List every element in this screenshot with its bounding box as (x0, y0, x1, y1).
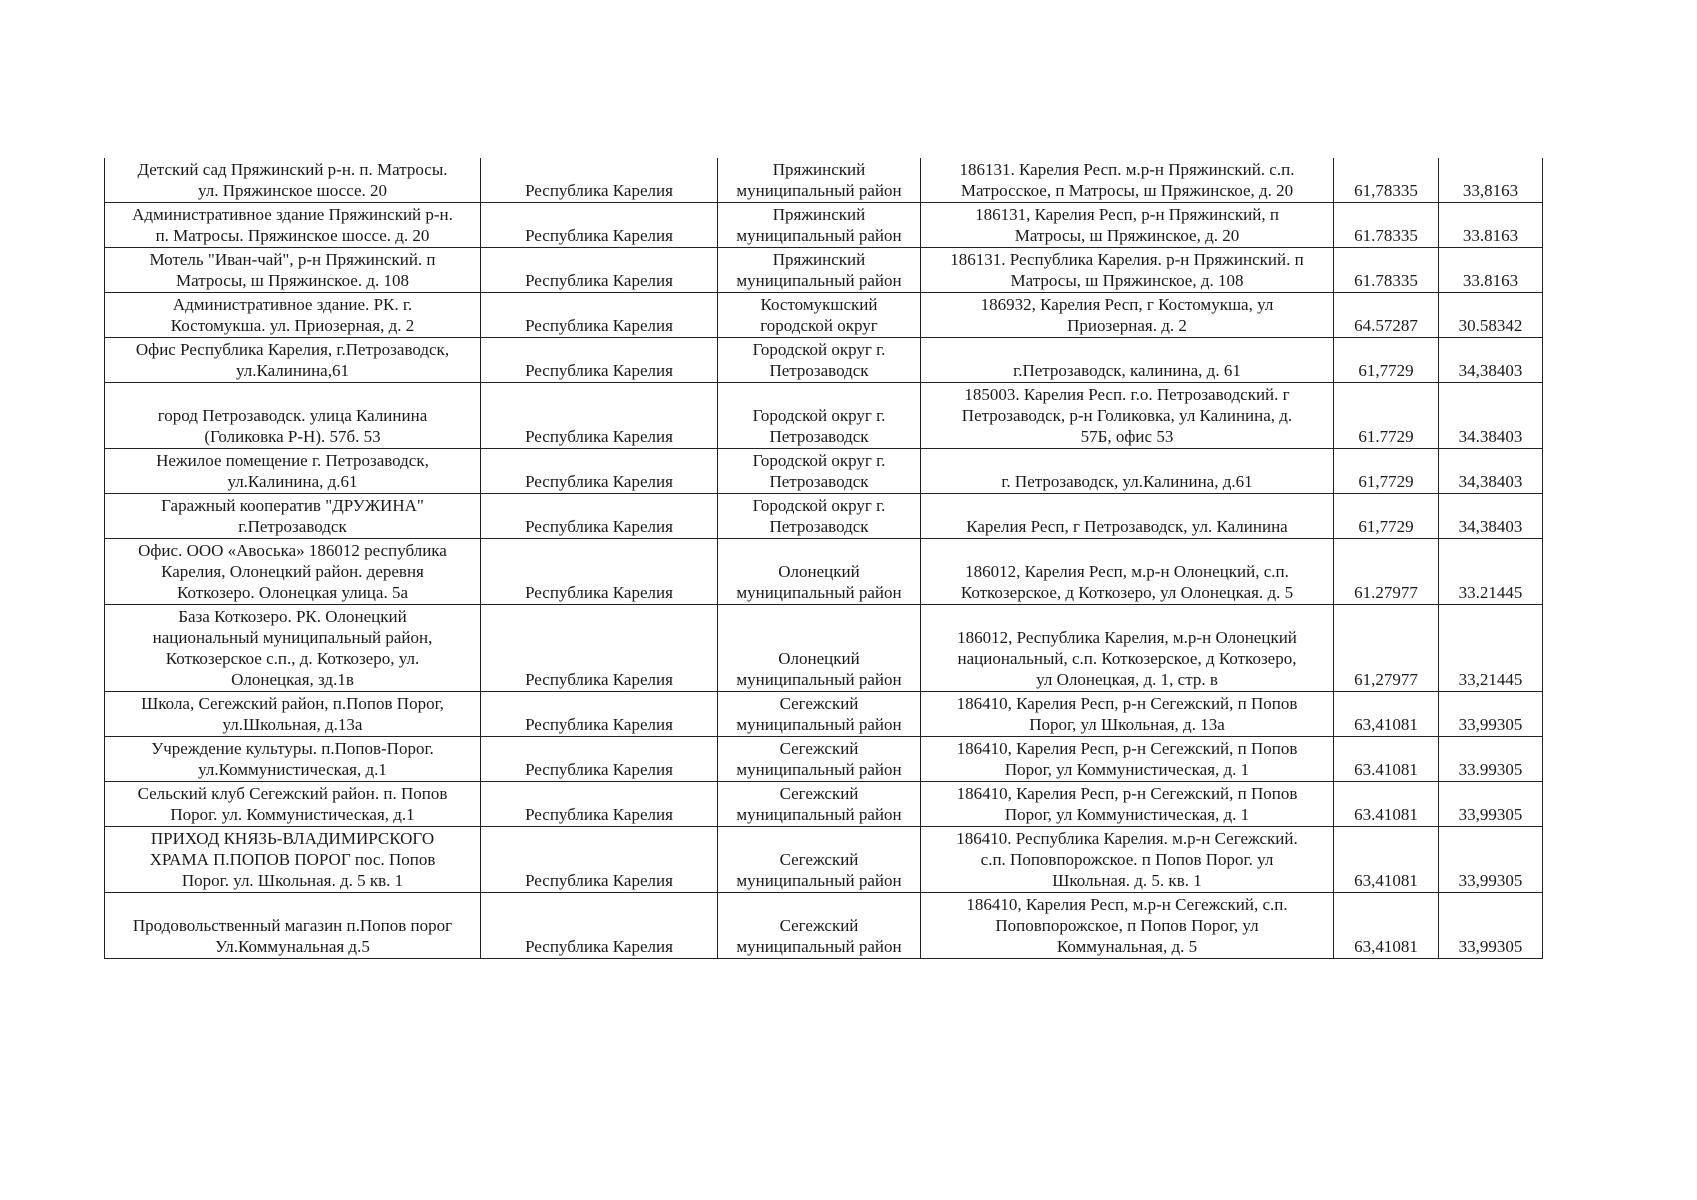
region-text: Республика Карелия (525, 361, 673, 380)
table-row (105, 782, 1543, 827)
municipality-text: Сегежский (779, 916, 859, 935)
latitude-text: 63,41081 (1354, 715, 1418, 734)
object-name-text: Коткозеро. Олонецкая улица. 5а (177, 583, 408, 602)
longitude-cell (1439, 782, 1543, 827)
address-cell (921, 737, 1334, 782)
address-text: г. Петрозаводск, ул.Калинина, д.61 (1001, 472, 1253, 491)
object-name-text: Мотель "Иван-чай", р-н Пряжинский. п (149, 250, 436, 269)
objects-table (104, 158, 1543, 959)
region-cell (481, 203, 718, 248)
municipality-cell (718, 494, 921, 539)
object-name-text: Офис. ООО «Авоська» 186012 республика (138, 541, 447, 560)
latitude-text: 63.41081 (1354, 805, 1418, 824)
longitude-cell (1439, 248, 1543, 293)
object-name-text: Олонецкая, зд.1в (231, 670, 354, 689)
longitude-cell (1439, 158, 1543, 203)
address-cell (921, 338, 1334, 383)
municipality-text: Петрозаводск (769, 472, 869, 491)
address-text: 186410. Республика Карелия. м.р-н Сегежский. (956, 829, 1298, 848)
table-row (105, 383, 1543, 449)
municipality-text: Городской округ г. (752, 406, 886, 425)
municipality-text: Пряжинский (772, 205, 866, 224)
table-row (105, 158, 1543, 203)
latitude-cell (1334, 893, 1439, 959)
address-cell (921, 893, 1334, 959)
municipality-cell (718, 782, 921, 827)
object-name-cell (105, 494, 481, 539)
municipality-text: Пряжинский (772, 250, 866, 269)
municipality-text: муниципальный район (736, 760, 902, 779)
municipality-text: муниципальный район (736, 871, 902, 890)
longitude-cell (1439, 383, 1543, 449)
address-text: 186410, Карелия Респ, м.р-н Сегежский, с.п. (966, 895, 1288, 914)
object-name-cell (105, 338, 481, 383)
municipality-cell (718, 539, 921, 605)
object-name-text: ул.Калинина, д.61 (227, 472, 358, 491)
municipality-cell (718, 737, 921, 782)
longitude-cell (1439, 893, 1543, 959)
object-name-text: Нежилое помещение г. Петрозаводск, (156, 451, 429, 470)
longitude-text: 33,99305 (1458, 937, 1523, 956)
address-text: 186131. Республика Карелия. р-н Пряжинский. п (950, 250, 1304, 269)
longitude-cell (1439, 203, 1543, 248)
object-name-cell (105, 248, 481, 293)
address-cell (921, 827, 1334, 893)
municipality-text: Сегежский (779, 694, 859, 713)
address-cell (921, 539, 1334, 605)
latitude-cell (1334, 494, 1439, 539)
region-cell (481, 737, 718, 782)
municipality-text: Петрозаводск (769, 517, 869, 536)
latitude-cell (1334, 692, 1439, 737)
table-row (105, 827, 1543, 893)
address-text: с.п. Поповпорожское. п Попов Порог. ул (980, 850, 1274, 869)
object-name-cell (105, 893, 481, 959)
object-name-text: г.Петрозаводск (238, 517, 347, 536)
region-text: Республика Карелия (525, 517, 673, 536)
object-name-text: Сельский клуб Сегежский район. п. Попов (137, 784, 448, 803)
region-text: Республика Карелия (525, 670, 673, 689)
region-cell (481, 293, 718, 338)
municipality-cell (718, 338, 921, 383)
object-name-text: город Петрозаводск. улица Калинина (157, 406, 428, 425)
municipality-text: Костомукшский (760, 295, 878, 314)
region-text: Республика Карелия (525, 472, 673, 491)
region-cell (481, 539, 718, 605)
region-cell (481, 782, 718, 827)
longitude-text: 33.8163 (1462, 271, 1519, 290)
region-cell (481, 827, 718, 893)
address-text: 186012, Республика Карелия, м.р-н Олонецкий (957, 628, 1297, 647)
longitude-cell (1439, 293, 1543, 338)
municipality-text: городской округ (760, 316, 878, 335)
region-text: Республика Карелия (525, 805, 673, 824)
address-text: 186131. Карелия Респ. м.р-н Пряжинский. с.п. (959, 160, 1295, 179)
municipality-text: Олонецкий (778, 649, 860, 668)
region-text: Республика Карелия (525, 271, 673, 290)
longitude-cell (1439, 338, 1543, 383)
longitude-text: 33,99305 (1458, 871, 1523, 890)
municipality-text: Сегежский (779, 784, 859, 803)
region-cell (481, 605, 718, 692)
address-text: г.Петрозаводск, калинина, д. 61 (1013, 361, 1241, 380)
address-text: 186932, Карелия Респ, г Костомукша, ул (980, 295, 1274, 314)
address-text: 186410, Карелия Респ, р-н Сегежский, п Попов (956, 694, 1298, 713)
longitude-cell (1439, 692, 1543, 737)
object-name-cell (105, 737, 481, 782)
object-name-text: Коткозерское с.п., д. Коткозеро, ул. (165, 649, 420, 668)
municipality-text: Городской округ г. (752, 340, 886, 359)
object-name-cell (105, 827, 481, 893)
latitude-cell (1334, 293, 1439, 338)
municipality-text: муниципальный район (736, 670, 902, 689)
region-cell (481, 692, 718, 737)
municipality-text: муниципальный район (736, 805, 902, 824)
region-cell (481, 158, 718, 203)
address-text: Карелия Респ, г Петрозаводск, ул. Калинина (966, 517, 1288, 536)
address-text: Матросы, ш Пряжинское, д. 20 (1014, 226, 1240, 245)
latitude-text: 61,7729 (1358, 517, 1414, 536)
latitude-cell (1334, 782, 1439, 827)
object-name-text: Ул.Коммунальная д.5 (215, 937, 370, 956)
address-cell (921, 692, 1334, 737)
municipality-text: муниципальный район (736, 181, 902, 200)
address-cell (921, 494, 1334, 539)
region-text: Республика Карелия (525, 226, 673, 245)
region-cell (481, 449, 718, 494)
municipality-text: Петрозаводск (769, 427, 869, 446)
municipality-text: Петрозаводск (769, 361, 869, 380)
object-name-cell (105, 539, 481, 605)
table-row (105, 293, 1543, 338)
object-name-text: Гаражный кооператив "ДРУЖИНА" (161, 496, 424, 515)
address-cell (921, 383, 1334, 449)
municipality-cell (718, 203, 921, 248)
municipality-cell (718, 158, 921, 203)
object-name-cell (105, 605, 481, 692)
longitude-text: 33,99305 (1458, 805, 1523, 824)
region-cell (481, 338, 718, 383)
region-cell (481, 494, 718, 539)
address-text: Матросское, п Матросы, ш Пряжинское, д. 20 (960, 181, 1294, 200)
region-text: Республика Карелия (525, 583, 673, 602)
latitude-cell (1334, 158, 1439, 203)
longitude-text: 33,8163 (1462, 181, 1519, 200)
object-name-cell (105, 692, 481, 737)
latitude-cell (1334, 605, 1439, 692)
longitude-text: 33.99305 (1458, 760, 1523, 779)
table-row (105, 737, 1543, 782)
municipality-text: муниципальный район (736, 583, 902, 602)
address-cell (921, 449, 1334, 494)
latitude-text: 61,78335 (1354, 181, 1418, 200)
object-name-text: Школа, Сегежский район, п.Попов Порог, (141, 694, 444, 713)
municipality-cell (718, 248, 921, 293)
table-row (105, 893, 1543, 959)
longitude-cell (1439, 494, 1543, 539)
address-text: Школьная. д. 5. кв. 1 (1052, 871, 1202, 890)
longitude-text: 34,38403 (1458, 517, 1523, 536)
longitude-text: 34.38403 (1458, 427, 1523, 446)
latitude-cell (1334, 737, 1439, 782)
object-name-text: Порог. ул. Школьная. д. 5 кв. 1 (181, 871, 404, 890)
municipality-text: Олонецкий (778, 562, 860, 581)
municipality-text: Городской округ г. (752, 496, 886, 515)
object-name-text: Порог. ул. Коммунистическая, д.1 (170, 805, 415, 824)
municipality-cell (718, 449, 921, 494)
municipality-text: муниципальный район (736, 937, 902, 956)
region-cell (481, 248, 718, 293)
region-text: Республика Карелия (525, 937, 673, 956)
address-text: 185003. Карелия Респ. г.о. Петрозаводский. г (964, 385, 1290, 404)
longitude-text: 34,38403 (1458, 472, 1523, 491)
address-cell (921, 248, 1334, 293)
region-text: Республика Карелия (525, 427, 673, 446)
object-name-cell (105, 293, 481, 338)
longitude-cell (1439, 827, 1543, 893)
longitude-cell (1439, 737, 1543, 782)
region-text: Республика Карелия (525, 316, 673, 335)
address-text: 186410, Карелия Респ, р-н Сегежский, п Попов (956, 739, 1298, 758)
region-cell (481, 383, 718, 449)
latitude-text: 61,27977 (1354, 670, 1418, 689)
address-text: Порог, ул Школьная, д. 13а (1029, 715, 1225, 734)
municipality-text: Сегежский (779, 739, 859, 758)
latitude-cell (1334, 203, 1439, 248)
address-cell (921, 158, 1334, 203)
municipality-text: Сегежский (779, 850, 859, 869)
table-row (105, 449, 1543, 494)
longitude-text: 33,21445 (1458, 670, 1523, 689)
object-name-text: Детский сад Пряжинский р-н. п. Матросы. (137, 160, 448, 179)
address-cell (921, 605, 1334, 692)
region-text: Республика Карелия (525, 760, 673, 779)
address-text: национальный, с.п. Коткозерское, д Коткозеро, (957, 649, 1297, 668)
address-text: 186012, Карелия Респ, м.р-н Олонецкий, с.п. (965, 562, 1289, 581)
address-text: Коткозерское, д Коткозеро, ул Олонецкая. д. 5 (960, 583, 1294, 602)
latitude-text: 63,41081 (1354, 937, 1418, 956)
municipality-text: Городской округ г. (752, 451, 886, 470)
address-text: Матросы, ш Пряжинское, д. 108 (1010, 271, 1244, 290)
object-name-text: национальный муниципальный район, (152, 628, 433, 647)
municipality-cell (718, 692, 921, 737)
address-text: Коммунальная, д. 5 (1056, 937, 1198, 956)
table-body (105, 158, 1543, 959)
address-text: Порог, ул Коммунистическая, д. 1 (1004, 760, 1250, 779)
longitude-cell (1439, 605, 1543, 692)
object-name-text: Костомукша. ул. Приозерная, д. 2 (170, 316, 415, 335)
object-name-text: Учреждение культуры. п.Попов-Порог. (151, 739, 434, 758)
municipality-text: муниципальный район (736, 271, 902, 290)
region-cell (481, 893, 718, 959)
longitude-cell (1439, 449, 1543, 494)
latitude-text: 61,7729 (1358, 472, 1414, 491)
municipality-cell (718, 293, 921, 338)
latitude-text: 61.78335 (1354, 226, 1418, 245)
longitude-text: 34,38403 (1458, 361, 1523, 380)
object-name-cell (105, 383, 481, 449)
object-name-text: Матросы, ш Пряжинское. д. 108 (176, 271, 409, 290)
latitude-cell (1334, 383, 1439, 449)
municipality-cell (718, 893, 921, 959)
object-name-text: ул. Пряжинское шоссе. 20 (197, 181, 388, 200)
municipality-text: муниципальный район (736, 226, 902, 245)
latitude-text: 61.7729 (1358, 427, 1414, 446)
address-cell (921, 293, 1334, 338)
object-name-text: Продовольственный магазин п.Попов порог (132, 916, 453, 935)
longitude-text: 30.58342 (1458, 316, 1523, 335)
table-row (105, 338, 1543, 383)
table-row (105, 248, 1543, 293)
object-name-text: п. Матросы. Пряжинское шоссе. д. 20 (155, 226, 430, 245)
latitude-text: 64.57287 (1354, 316, 1418, 335)
latitude-cell (1334, 539, 1439, 605)
table-row (105, 539, 1543, 605)
object-name-text: ПРИХОД КНЯЗЬ-ВЛАДИМИРСКОГО (150, 829, 435, 848)
object-name-cell (105, 782, 481, 827)
region-text: Республика Карелия (525, 181, 673, 200)
table-row (105, 203, 1543, 248)
object-name-text: Офис Республика Карелия, г.Петрозаводск, (135, 340, 450, 359)
longitude-cell (1439, 539, 1543, 605)
municipality-cell (718, 605, 921, 692)
municipality-cell (718, 827, 921, 893)
object-name-cell (105, 449, 481, 494)
municipality-text: Пряжинский (772, 160, 866, 179)
latitude-text: 61,7729 (1358, 361, 1414, 380)
object-name-cell (105, 203, 481, 248)
address-text: ул Олонецкая, д. 1, стр. в (1036, 670, 1218, 689)
latitude-cell (1334, 338, 1439, 383)
address-text: Поповпорожское, п Попов Порог, ул (995, 916, 1259, 935)
address-cell (921, 782, 1334, 827)
latitude-text: 61.27977 (1354, 583, 1418, 602)
longitude-text: 33,99305 (1458, 715, 1523, 734)
longitude-text: 33.21445 (1458, 583, 1523, 602)
region-text: Республика Карелия (525, 715, 673, 734)
object-name-text: Административное здание Пряжинский р-н. (132, 205, 453, 224)
address-cell (921, 203, 1334, 248)
object-name-cell (105, 158, 481, 203)
municipality-text: муниципальный район (736, 715, 902, 734)
region-text: Республика Карелия (525, 871, 673, 890)
object-name-text: База Коткозеро. РК. Олонецкий (178, 607, 407, 626)
address-text: 186410, Карелия Респ, р-н Сегежский, п Попов (956, 784, 1298, 803)
municipality-cell (718, 383, 921, 449)
object-name-text: ул.Коммунистическая, д.1 (198, 760, 387, 779)
address-text: Порог, ул Коммунистическая, д. 1 (1004, 805, 1250, 824)
address-text: 186131, Карелия Респ, р-н Пряжинский, п (975, 205, 1279, 224)
object-name-text: (Голиковка Р-Н). 57б. 53 (204, 427, 381, 446)
latitude-cell (1334, 449, 1439, 494)
address-text: 57Б, офис 53 (1080, 427, 1174, 446)
object-name-text: ХРАМА П.ПОПОВ ПОРОГ пос. Попов (149, 850, 436, 869)
object-name-text: Административное здание. РК. г. (172, 295, 413, 314)
table-row (105, 605, 1543, 692)
longitude-text: 33.8163 (1462, 226, 1519, 245)
latitude-cell (1334, 827, 1439, 893)
object-name-text: ул.Школьная, д.13а (222, 715, 363, 734)
latitude-text: 63.41081 (1354, 760, 1418, 779)
latitude-cell (1334, 248, 1439, 293)
address-text: Петрозаводск, р-н Голиковка, ул Калинина, д. (961, 406, 1293, 425)
object-name-text: ул.Калинина,61 (236, 361, 349, 380)
object-name-text: Карелия, Олонецкий район. деревня (161, 562, 424, 581)
latitude-text: 63,41081 (1354, 871, 1418, 890)
table-row (105, 692, 1543, 737)
address-text: Приозерная. д. 2 (1067, 316, 1187, 335)
latitude-text: 61.78335 (1354, 271, 1418, 290)
table-row (105, 494, 1543, 539)
